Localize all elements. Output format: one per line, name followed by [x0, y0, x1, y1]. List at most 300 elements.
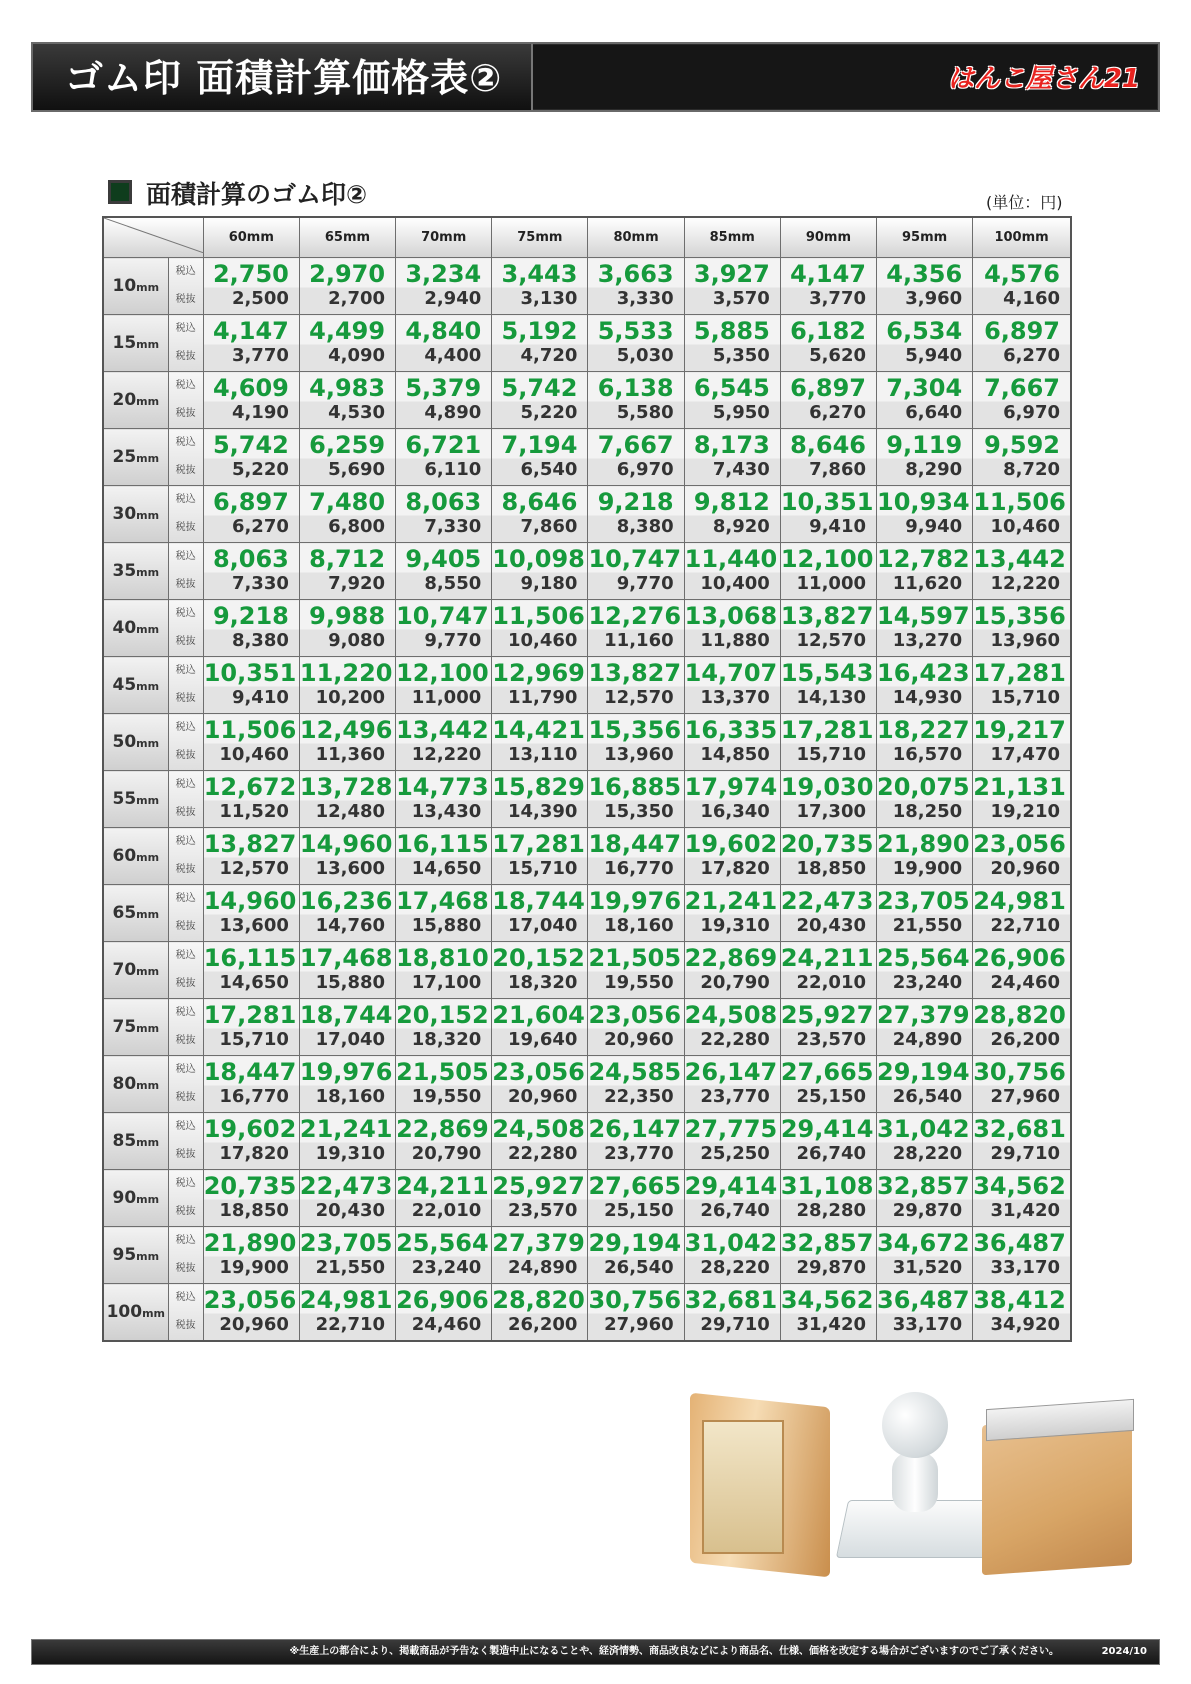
price-cell: [299, 486, 395, 543]
row-size-value: 85: [112, 1131, 137, 1151]
price-tax-ex: 11,360: [315, 744, 386, 765]
column-header: 100mm: [973, 217, 1071, 258]
price-tax-ex: 8,720: [1003, 459, 1060, 480]
price-cell: [492, 1056, 588, 1113]
price-cell: [588, 771, 684, 828]
price-cell: [203, 999, 299, 1056]
price-tax-in: 6,545: [693, 374, 770, 402]
price-cell: [684, 771, 780, 828]
price-tax-in: 28,820: [492, 1286, 585, 1314]
tax-in-label: 税込: [175, 665, 196, 676]
tax-in-label: 税込: [175, 494, 196, 505]
price-tax-in: 21,505: [396, 1058, 489, 1086]
price-tax-ex: 19,210: [990, 801, 1060, 822]
price-tax-ex: 12,220: [990, 573, 1060, 594]
price-tax-ex: 13,600: [219, 915, 289, 936]
price-tax-in: 9,988: [309, 602, 386, 630]
price-tax-in: 21,890: [877, 830, 970, 858]
row-size-unit: mm: [142, 1307, 166, 1320]
price-cell: [299, 315, 395, 372]
price-tax-ex: 4,190: [231, 402, 289, 423]
price-tax-in: 22,473: [299, 1172, 393, 1200]
price-cell: [877, 372, 973, 429]
price-cell: [877, 1284, 973, 1342]
price-cell: [973, 600, 1071, 657]
price-tax-ex: 6,800: [328, 516, 386, 537]
price-cell: [684, 1170, 780, 1227]
price-tax-ex: 18,160: [315, 1086, 386, 1107]
tax-in-label: 税込: [175, 1178, 196, 1189]
price-tax-ex: 13,270: [892, 630, 963, 651]
price-tax-ex: 5,220: [520, 402, 578, 423]
price-cell: [588, 1113, 684, 1170]
price-tax-in: 9,405: [405, 545, 482, 573]
price-tax-in: 19,030: [780, 773, 874, 801]
price-tax-ex: 14,850: [700, 744, 770, 765]
price-tax-ex: 23,570: [507, 1200, 578, 1221]
price-tax-ex: 8,550: [424, 573, 482, 594]
row-size-header: [103, 1227, 168, 1284]
tax-in-label: 税込: [175, 1064, 196, 1075]
price-cell: [299, 828, 395, 885]
price-tax-in: 14,421: [492, 716, 585, 744]
price-tax-ex: 24,890: [507, 1257, 578, 1278]
price-tax-in: 31,042: [877, 1115, 970, 1143]
price-tax-ex: 9,770: [424, 630, 482, 651]
price-tax-ex: 3,570: [712, 288, 770, 309]
price-cell: [684, 486, 780, 543]
price-tax-ex: 12,570: [796, 630, 866, 651]
price-tax-ex: 7,860: [520, 516, 578, 537]
tax-label-cell: [168, 429, 203, 486]
price-tax-ex: 26,540: [604, 1257, 674, 1278]
price-tax-in: 5,192: [501, 317, 578, 345]
price-cell: [877, 942, 973, 999]
price-cell: [877, 999, 973, 1056]
price-tax-ex: 24,460: [990, 972, 1060, 993]
price-tax-ex: 6,540: [520, 459, 578, 480]
price-cell: [588, 600, 684, 657]
price-tax-ex: 5,580: [616, 402, 674, 423]
row-size-header: [103, 942, 168, 999]
price-tax-in: 11,440: [684, 545, 778, 573]
price-cell: [684, 315, 780, 372]
price-tax-in: 20,735: [203, 1172, 297, 1200]
price-tax-in: 14,707: [684, 659, 778, 687]
price-tax-ex: 9,080: [328, 630, 386, 651]
price-tax-ex: 14,760: [315, 915, 386, 936]
tax-ex-label: 税抜: [175, 294, 196, 305]
tax-label-cell: [168, 714, 203, 771]
price-cell: [973, 1170, 1071, 1227]
price-tax-ex: 19,310: [315, 1143, 386, 1164]
price-tax-in: 19,602: [203, 1115, 297, 1143]
row-size-value: 10: [112, 276, 137, 296]
tax-label-cell: [168, 1113, 203, 1170]
price-cell: [203, 600, 299, 657]
price-tax-in: 32,857: [877, 1172, 970, 1200]
price-tax-in: 16,115: [396, 830, 489, 858]
price-cell: [877, 885, 973, 942]
table-row: [103, 1284, 1071, 1342]
price-cell: [396, 258, 492, 315]
price-tax-ex: 4,890: [424, 402, 482, 423]
table-row: [103, 600, 1071, 657]
price-cell: [396, 1284, 492, 1342]
tax-in-label: 税込: [175, 1121, 196, 1132]
price-tax-ex: 18,850: [219, 1200, 289, 1221]
price-tax-in: 15,543: [780, 659, 874, 687]
price-tax-in: 19,976: [299, 1058, 393, 1086]
price-tax-in: 20,075: [877, 773, 970, 801]
price-tax-in: 21,604: [492, 1001, 585, 1029]
price-tax-in: 16,335: [684, 716, 778, 744]
price-cell: [780, 1170, 876, 1227]
price-tax-in: 18,447: [588, 830, 682, 858]
price-cell: [973, 828, 1071, 885]
tax-ex-label: 税抜: [175, 750, 196, 761]
price-tax-in: 6,721: [405, 431, 482, 459]
row-size-header: [103, 543, 168, 600]
table-row: [103, 429, 1071, 486]
price-tax-ex: 2,940: [424, 288, 482, 309]
tax-in-label: 税込: [175, 323, 196, 334]
row-size-value: 40: [112, 618, 137, 638]
price-tax-ex: 26,740: [700, 1200, 770, 1221]
footer-disclaimer: ※生産上の都合により、掲載商品が予告なく製造中止になることや、経済情勢、商品改良などにより商品名、仕様、価格を改定する場合がございますのでご了承ください。: [289, 1646, 1059, 1657]
price-cell: [299, 999, 395, 1056]
price-tax-in: 17,281: [973, 659, 1066, 687]
price-cell: [396, 543, 492, 600]
price-tax-ex: 18,160: [604, 915, 674, 936]
price-tax-ex: 19,900: [219, 1257, 289, 1278]
price-tax-ex: 29,870: [796, 1257, 866, 1278]
price-cell: [492, 429, 588, 486]
tax-ex-label: 税抜: [175, 1149, 196, 1160]
price-tax-ex: 29,870: [892, 1200, 963, 1221]
price-tax-in: 6,534: [886, 317, 963, 345]
price-tax-in: 14,960: [299, 830, 393, 858]
price-cell: [299, 714, 395, 771]
price-tax-ex: 19,550: [604, 972, 674, 993]
price-cell: [588, 714, 684, 771]
price-tax-in: 34,672: [877, 1229, 970, 1257]
price-tax-ex: 13,960: [990, 630, 1060, 651]
price-tax-in: 29,414: [780, 1115, 874, 1143]
price-tax-ex: 4,160: [1003, 288, 1060, 309]
price-tax-ex: 8,380: [616, 516, 674, 537]
section-title: 面積計算のゴム印②: [146, 180, 368, 209]
price-tax-in: 27,775: [684, 1115, 778, 1143]
price-tax-ex: 10,400: [700, 573, 770, 594]
price-cell: [588, 828, 684, 885]
price-tax-ex: 23,240: [411, 1257, 482, 1278]
price-tax-ex: 14,390: [507, 801, 578, 822]
tax-in-label: 税込: [175, 551, 196, 562]
price-tax-ex: 7,330: [231, 573, 289, 594]
price-cell: [780, 258, 876, 315]
price-cell: [973, 258, 1071, 315]
price-tax-ex: 6,270: [231, 516, 289, 537]
price-cell: [492, 1113, 588, 1170]
price-tax-ex: 14,650: [219, 972, 289, 993]
price-tax-in: 24,211: [396, 1172, 489, 1200]
price-cell: [203, 1056, 299, 1113]
price-cell: [877, 1056, 973, 1113]
tax-in-label: 税込: [175, 1292, 196, 1303]
price-tax-ex: 6,970: [1003, 402, 1060, 423]
price-tax-ex: 9,770: [616, 573, 674, 594]
price-tax-ex: 9,940: [905, 516, 963, 537]
row-size-unit: mm: [136, 566, 160, 579]
price-tax-in: 22,473: [780, 887, 874, 915]
price-cell: [492, 771, 588, 828]
price-cell: [973, 372, 1071, 429]
price-tax-in: 16,236: [299, 887, 393, 915]
price-tax-in: 12,672: [203, 773, 297, 801]
price-tax-in: 21,241: [684, 887, 778, 915]
tax-in-label: 税込: [175, 950, 196, 961]
price-cell: [396, 828, 492, 885]
row-size-unit: mm: [136, 395, 160, 408]
price-tax-in: 10,351: [203, 659, 297, 687]
price-tax-in: 10,747: [396, 602, 489, 630]
price-tax-in: 21,890: [203, 1229, 297, 1257]
price-cell: [492, 543, 588, 600]
price-cell: [877, 828, 973, 885]
price-cell: [588, 1056, 684, 1113]
tax-in-label: 税込: [175, 722, 196, 733]
row-size-value: 45: [112, 675, 137, 695]
price-cell: [877, 771, 973, 828]
price-tax-in: 4,499: [309, 317, 386, 345]
price-cell: [492, 1227, 588, 1284]
table-row: [103, 315, 1071, 372]
price-tax-ex: 16,770: [604, 858, 674, 879]
price-tax-ex: 12,570: [604, 687, 674, 708]
price-tax-in: 25,927: [492, 1172, 585, 1200]
row-size-unit: mm: [136, 1250, 160, 1263]
price-tax-ex: 15,710: [990, 687, 1060, 708]
price-cell: [588, 657, 684, 714]
row-size-header: [103, 828, 168, 885]
price-tax-in: 10,934: [877, 488, 970, 516]
section-square-icon: [108, 180, 132, 204]
price-tax-in: 13,442: [396, 716, 489, 744]
price-tax-ex: 5,950: [712, 402, 770, 423]
price-cell: [299, 942, 395, 999]
price-tax-ex: 14,650: [411, 858, 482, 879]
price-tax-ex: 22,350: [604, 1086, 674, 1107]
row-size-unit: mm: [136, 680, 160, 693]
row-size-value: 20: [112, 390, 137, 410]
price-cell: [203, 543, 299, 600]
price-tax-ex: 13,430: [411, 801, 482, 822]
price-tax-ex: 21,550: [892, 915, 963, 936]
tax-ex-label: 税抜: [175, 465, 196, 476]
price-tax-in: 6,259: [309, 431, 386, 459]
price-tax-ex: 24,890: [892, 1029, 963, 1050]
price-tax-ex: 31,420: [796, 1314, 866, 1335]
price-tax-in: 31,108: [780, 1172, 874, 1200]
price-tax-in: 11,220: [299, 659, 393, 687]
price-tax-ex: 10,460: [990, 516, 1060, 537]
price-tax-ex: 20,960: [219, 1314, 289, 1335]
brand-logo: [947, 58, 1140, 96]
price-tax-ex: 18,850: [796, 858, 866, 879]
price-tax-in: 9,592: [984, 431, 1060, 459]
price-tax-ex: 17,820: [700, 858, 770, 879]
price-tax-in: 7,194: [501, 431, 578, 459]
price-cell: [588, 372, 684, 429]
price-cell: [684, 1227, 780, 1284]
tax-in-label: 税込: [175, 779, 196, 790]
price-tax-ex: 7,860: [809, 459, 866, 480]
price-tax-in: 5,742: [501, 374, 578, 402]
price-cell: [973, 657, 1071, 714]
row-size-unit: mm: [136, 965, 160, 978]
row-size-header: [103, 486, 168, 543]
price-tax-ex: 11,620: [892, 573, 963, 594]
price-cell: [299, 1170, 395, 1227]
price-tax-in: 12,782: [877, 545, 970, 573]
price-tax-in: 4,147: [790, 260, 866, 288]
price-tax-in: 10,747: [588, 545, 682, 573]
row-size-value: 65: [112, 903, 137, 923]
price-tax-ex: 11,000: [411, 687, 482, 708]
price-tax-ex: 10,460: [219, 744, 289, 765]
price-tax-ex: 9,410: [231, 687, 289, 708]
price-tax-in: 34,562: [780, 1286, 874, 1314]
price-tax-ex: 19,310: [700, 915, 770, 936]
column-header: 70mm: [396, 217, 492, 258]
price-tax-ex: 6,270: [809, 402, 866, 423]
tax-ex-label: 税抜: [175, 579, 196, 590]
price-cell: [396, 372, 492, 429]
tax-in-label: 税込: [175, 836, 196, 847]
table-row: [103, 714, 1071, 771]
price-cell: [780, 486, 876, 543]
price-tax-in: 12,969: [492, 659, 585, 687]
price-cell: [973, 885, 1071, 942]
price-cell: [299, 543, 395, 600]
price-tax-ex: 13,370: [700, 687, 770, 708]
price-cell: [684, 1284, 780, 1342]
tax-label-cell: [168, 543, 203, 600]
price-tax-in: 7,667: [597, 431, 674, 459]
price-tax-ex: 6,640: [905, 402, 963, 423]
price-tax-ex: 20,790: [700, 972, 770, 993]
price-tax-in: 23,056: [973, 830, 1066, 858]
price-cell: [588, 429, 684, 486]
price-tax-in: 17,281: [203, 1001, 297, 1029]
price-tax-in: 23,705: [299, 1229, 393, 1257]
price-cell: [299, 600, 395, 657]
price-tax-ex: 5,690: [328, 459, 386, 480]
row-size-unit: mm: [136, 623, 160, 636]
price-tax-ex: 3,330: [616, 288, 674, 309]
price-cell: [973, 771, 1071, 828]
price-cell: [492, 999, 588, 1056]
price-tax-ex: 26,200: [990, 1029, 1060, 1050]
price-cell: [780, 771, 876, 828]
price-tax-ex: 26,540: [892, 1086, 963, 1107]
tax-label-cell: [168, 258, 203, 315]
price-tax-ex: 33,170: [892, 1314, 963, 1335]
tax-ex-label: 税抜: [175, 864, 196, 875]
row-size-value: 60: [112, 846, 137, 866]
price-cell: [492, 657, 588, 714]
tax-in-label: 税込: [175, 1235, 196, 1246]
row-size-unit: mm: [136, 851, 160, 864]
price-tax-in: 18,744: [492, 887, 585, 915]
tax-label-cell: [168, 1227, 203, 1284]
price-tax-ex: 15,710: [796, 744, 866, 765]
price-cell: [396, 999, 492, 1056]
price-cell: [492, 828, 588, 885]
price-tax-in: 23,056: [203, 1286, 297, 1314]
price-tax-ex: 7,920: [328, 573, 386, 594]
price-tax-in: 19,976: [588, 887, 682, 915]
row-size-value: 15: [112, 333, 137, 353]
price-tax-ex: 20,790: [411, 1143, 482, 1164]
price-tax-ex: 17,040: [315, 1029, 386, 1050]
price-tax-ex: 4,530: [328, 402, 386, 423]
price-cell: [396, 714, 492, 771]
price-cell: [299, 771, 395, 828]
price-tax-in: 11,506: [203, 716, 297, 744]
price-tax-in: 30,756: [588, 1286, 682, 1314]
column-header: 60mm: [203, 217, 299, 258]
price-tax-in: 27,665: [780, 1058, 874, 1086]
tax-in-label: 税込: [175, 1007, 196, 1018]
price-tax-ex: 21,550: [315, 1257, 386, 1278]
footer-date: 2024/10: [1101, 1646, 1147, 1657]
price-tax-in: 14,597: [877, 602, 970, 630]
price-cell: [973, 942, 1071, 999]
price-tax-in: 13,827: [203, 830, 297, 858]
price-tax-in: 6,182: [790, 317, 866, 345]
price-cell: [780, 714, 876, 771]
tax-ex-label: 税抜: [175, 636, 196, 647]
price-cell: [396, 486, 492, 543]
price-tax-in: 13,068: [684, 602, 778, 630]
price-cell: [299, 258, 395, 315]
price-tax-in: 26,906: [396, 1286, 489, 1314]
price-cell: [588, 999, 684, 1056]
price-tax-in: 21,241: [299, 1115, 393, 1143]
price-tax-in: 9,812: [693, 488, 770, 516]
price-tax-ex: 17,040: [507, 915, 578, 936]
table-header-row: [103, 217, 1071, 258]
price-tax-in: 36,487: [877, 1286, 970, 1314]
price-tax-ex: 4,090: [328, 345, 386, 366]
tax-ex-label: 税抜: [175, 1263, 196, 1274]
table-row: [103, 1227, 1071, 1284]
price-cell: [588, 942, 684, 999]
price-cell: [588, 885, 684, 942]
price-tax-in: 19,217: [973, 716, 1066, 744]
row-size-header: [103, 1056, 168, 1113]
price-tax-ex: 25,250: [700, 1143, 770, 1164]
price-tax-ex: 26,740: [796, 1143, 866, 1164]
price-cell: [973, 543, 1071, 600]
row-size-header: [103, 258, 168, 315]
price-cell: [299, 429, 395, 486]
row-size-header: [103, 1170, 168, 1227]
price-tax-ex: 17,300: [796, 801, 866, 822]
price-tax-ex: 20,960: [604, 1029, 674, 1050]
